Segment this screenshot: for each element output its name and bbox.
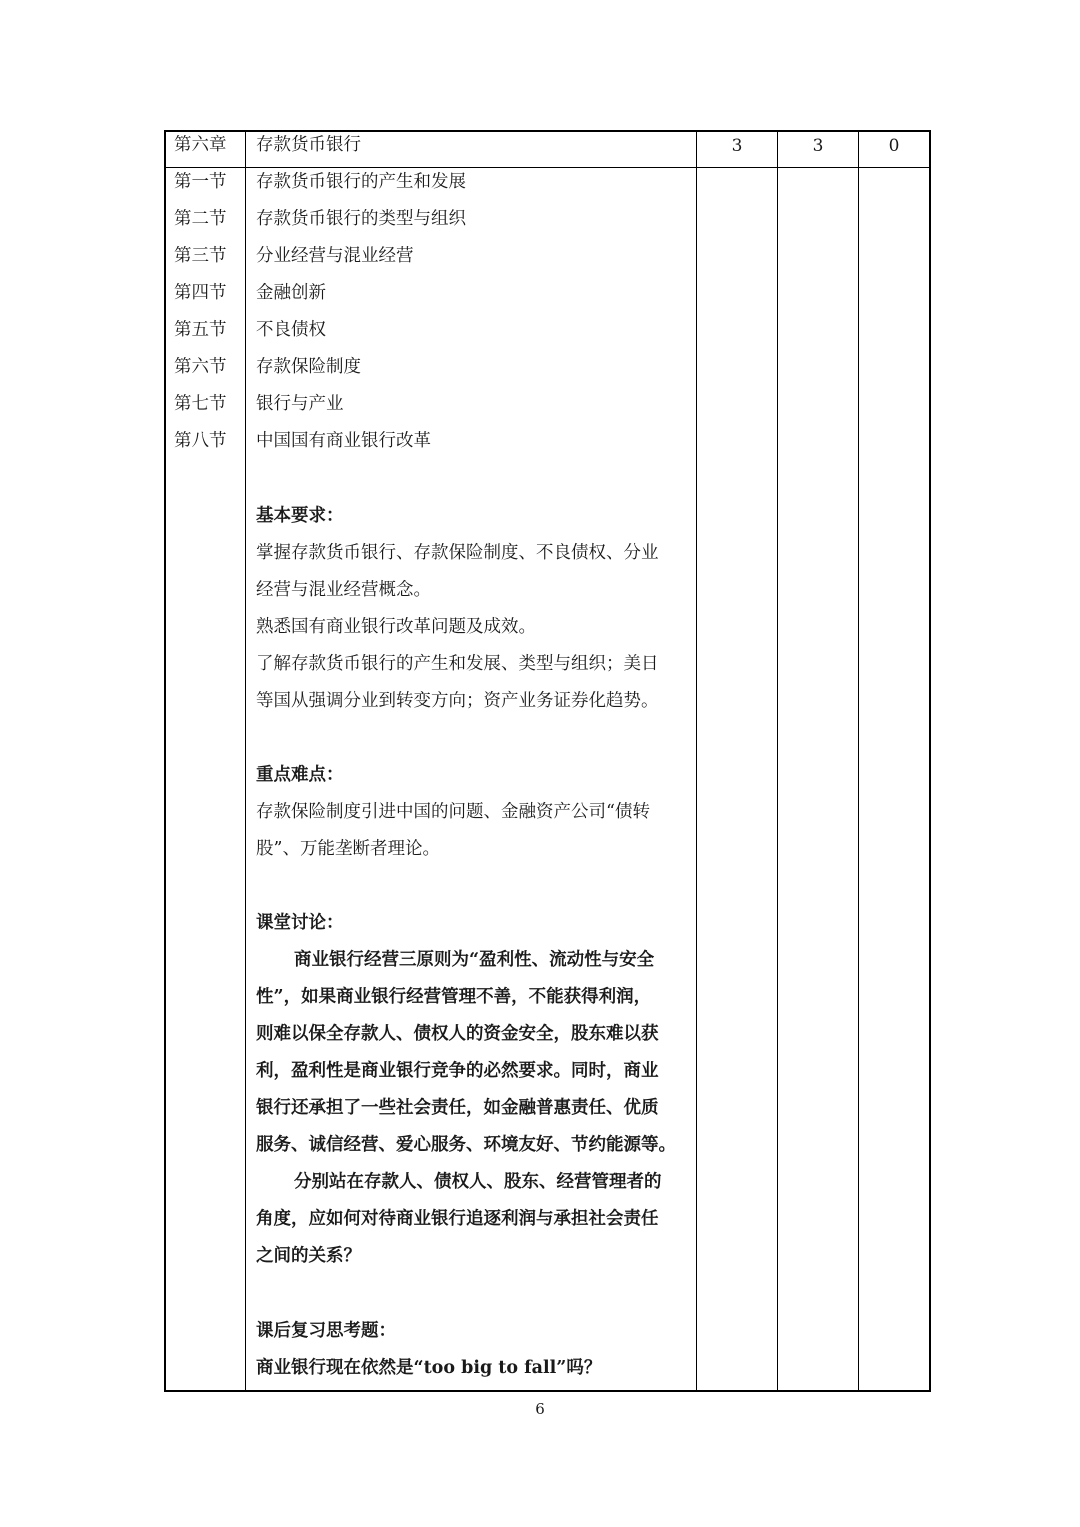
- section-title: 不良债权: [256, 320, 326, 340]
- chapter-label: 第六章: [174, 135, 227, 155]
- section-title: 存款保险制度: [256, 357, 361, 377]
- key-points-line: 存款保险制度引进中国的问题、金融资产公司“债转: [256, 802, 650, 822]
- requirements-line: 了解存款货币银行的产生和发展、类型与组织；美日: [256, 654, 659, 674]
- review-heading: 课后复习思考题：: [256, 1321, 396, 1341]
- table-col-divider: [858, 130, 859, 1392]
- review-question: 商业银行现在依然是“too big to fall”吗？: [256, 1358, 602, 1378]
- section-label: 第八节: [174, 431, 227, 451]
- section-label: 第一节: [174, 172, 227, 192]
- section-label: 第五节: [174, 320, 227, 340]
- section-title: 金融创新: [256, 283, 326, 303]
- discussion-line: 服务、诚信经营、爱心服务、环境友好、节约能源等。: [256, 1135, 676, 1155]
- discussion-line: 利，盈利性是商业银行竞争的必然要求。同时，商业: [256, 1061, 659, 1081]
- requirements-heading: 基本要求：: [256, 506, 344, 526]
- table-border-left: [164, 130, 166, 1392]
- section-label: 第二节: [174, 209, 227, 229]
- table-col-divider: [777, 130, 778, 1392]
- key-points-heading: 重点难点：: [256, 765, 344, 785]
- hours-theory: 3: [812, 136, 824, 156]
- section-title: 存款货币银行的产生和发展: [256, 172, 466, 192]
- table-border-right: [929, 130, 931, 1392]
- requirements-line: 等国从强调分业到转变方向；资产业务证券化趋势。: [256, 691, 659, 711]
- discussion-line: 之间的关系？: [256, 1246, 361, 1266]
- discussion-line: 性”，如果商业银行经营管理不善，不能获得利润，: [256, 987, 652, 1007]
- table-border-top: [164, 130, 931, 132]
- table-col-divider: [696, 130, 697, 1392]
- discussion-line: 则难以保全存款人、债权人的资金安全，股东难以获: [256, 1024, 659, 1044]
- discussion-line: 商业银行经营三原则为“盈利性、流动性与安全: [294, 950, 655, 970]
- section-label: 第三节: [174, 246, 227, 266]
- discussion-line: 分别站在存款人、债权人、股东、经营管理者的: [294, 1172, 662, 1192]
- section-label: 第四节: [174, 283, 227, 303]
- section-title: 银行与产业: [256, 394, 344, 414]
- table-row-divider: [164, 167, 931, 168]
- discussion-line: 银行还承担了一些社会责任，如金融普惠责任、优质: [256, 1098, 659, 1118]
- section-title: 存款货币银行的类型与组织: [256, 209, 466, 229]
- requirements-line: 掌握存款货币银行、存款保险制度、不良债权、分业: [256, 543, 659, 563]
- table-border-bottom: [164, 1390, 931, 1392]
- key-points-line: 股”、万能垄断者理论。: [256, 839, 440, 859]
- table-col-divider: [245, 130, 246, 1392]
- section-label: 第六节: [174, 357, 227, 377]
- requirements-line: 熟悉国有商业银行改革问题及成效。: [256, 617, 536, 637]
- discussion-line: 角度，应如何对待商业银行追逐利润与承担社会责任: [256, 1209, 659, 1229]
- section-label: 第七节: [174, 394, 227, 414]
- page-number: 6: [535, 1400, 545, 1418]
- section-title: 分业经营与混业经营: [256, 246, 414, 266]
- discussion-heading: 课堂讨论：: [256, 913, 344, 933]
- hours-practice: 0: [888, 136, 900, 156]
- hours-total: 3: [731, 136, 743, 156]
- requirements-line: 经营与混业经营概念。: [256, 580, 431, 600]
- section-title: 中国国有商业银行改革: [256, 431, 431, 451]
- chapter-title: 存款货币银行: [256, 135, 361, 155]
